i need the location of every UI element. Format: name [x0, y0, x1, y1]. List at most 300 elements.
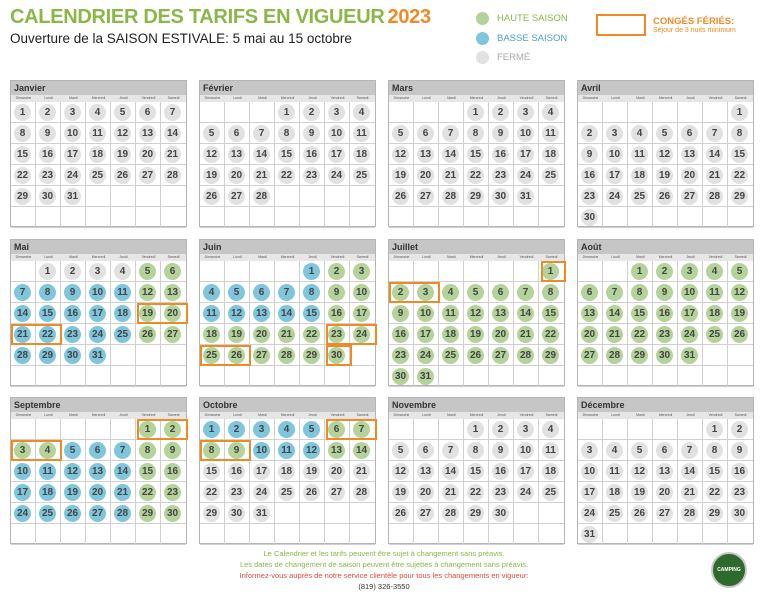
day-cell — [36, 482, 61, 503]
day-cell — [653, 144, 678, 165]
day-low: 7 — [14, 284, 31, 301]
day-closed: 22 — [203, 484, 220, 501]
day-cell — [350, 282, 375, 303]
day-cell — [703, 144, 728, 165]
day-low: 26 — [64, 505, 81, 522]
weekday-label: Jeudi — [497, 413, 506, 417]
weekday-label: Jeudi — [119, 255, 128, 259]
day-cell — [36, 440, 61, 461]
day-closed: 26 — [656, 188, 673, 205]
day-closed: 19 — [631, 484, 648, 501]
day-low: 8 — [303, 284, 320, 301]
day-cell — [653, 165, 678, 186]
weekday-label: Jeudi — [119, 413, 128, 417]
day-low: 17 — [89, 305, 106, 322]
weekday-label: Mercredi — [469, 96, 484, 100]
month-9 — [10, 397, 187, 544]
day-closed: 28 — [164, 167, 181, 184]
day-cell — [439, 345, 464, 366]
legend-high-season — [476, 12, 568, 25]
day-cell — [350, 303, 375, 324]
day-closed: 15 — [467, 146, 484, 163]
day-closed: 21 — [353, 463, 370, 480]
day-cell — [439, 165, 464, 186]
day-cell — [86, 419, 111, 440]
day-cell — [628, 324, 653, 345]
day-cell — [250, 419, 275, 440]
day-closed: 25 — [278, 484, 295, 501]
day-closed: 29 — [203, 505, 220, 522]
day-closed: 31 — [581, 526, 598, 543]
weekday-label: Mercredi — [91, 413, 106, 417]
day-high: 15 — [631, 305, 648, 322]
weekday-label: Vendredi — [330, 255, 345, 259]
day-low: 21 — [14, 326, 31, 343]
day-low: 3 — [253, 421, 270, 438]
day-cell — [464, 102, 489, 123]
day-cell — [514, 282, 539, 303]
day-closed: 16 — [492, 146, 509, 163]
day-cell — [653, 102, 678, 123]
day-cell — [653, 207, 678, 228]
day-closed: 2 — [39, 104, 56, 121]
day-closed: 25 — [542, 167, 559, 184]
day-cell — [225, 482, 250, 503]
day-cell — [703, 440, 728, 461]
day-closed: 10 — [328, 125, 345, 142]
day-cell — [275, 282, 300, 303]
day-cell — [325, 207, 350, 228]
day-cell — [111, 524, 136, 545]
day-low: 12 — [64, 463, 81, 480]
day-cell — [678, 303, 703, 324]
day-cell — [200, 282, 225, 303]
day-high: 23 — [164, 484, 181, 501]
day-closed: 26 — [392, 188, 409, 205]
day-high: 28 — [517, 347, 534, 364]
day-cell — [603, 261, 628, 282]
day-closed: 17 — [517, 463, 534, 480]
day-cell — [653, 186, 678, 207]
month-6 — [199, 239, 376, 386]
day-closed: 20 — [328, 463, 345, 480]
day-closed: 26 — [631, 505, 648, 522]
day-closed: 19 — [303, 463, 320, 480]
day-cell — [703, 524, 728, 545]
day-cell — [678, 482, 703, 503]
day-high: 24 — [353, 326, 370, 343]
day-closed: 17 — [517, 146, 534, 163]
day-cell — [464, 123, 489, 144]
weekday-label: Mercredi — [658, 255, 673, 259]
day-cell — [628, 366, 653, 387]
day-high: 9 — [164, 442, 181, 459]
day-high: 20 — [164, 305, 181, 322]
day-cell — [136, 524, 161, 545]
day-cell — [653, 366, 678, 387]
weekday-label: Mercredi — [91, 96, 106, 100]
weekday-label: Jeudi — [686, 255, 695, 259]
day-high: 26 — [139, 326, 156, 343]
day-cell — [464, 303, 489, 324]
day-cell — [225, 282, 250, 303]
day-cell — [578, 440, 603, 461]
month-name: Décembre — [578, 398, 753, 412]
day-closed: 24 — [517, 167, 534, 184]
day-cell — [578, 503, 603, 524]
day-closed: 16 — [303, 146, 320, 163]
day-cell — [161, 102, 186, 123]
day-high: 30 — [328, 347, 345, 364]
day-cell — [275, 261, 300, 282]
day-cell — [514, 419, 539, 440]
day-cell — [200, 303, 225, 324]
day-high: 27 — [581, 347, 598, 364]
day-cell — [225, 419, 250, 440]
day-low: 11 — [278, 442, 295, 459]
day-high: 7 — [606, 284, 623, 301]
day-cell — [86, 165, 111, 186]
day-cell — [275, 165, 300, 186]
day-cell — [539, 503, 564, 524]
day-cell — [200, 366, 225, 387]
day-closed: 19 — [656, 167, 673, 184]
day-closed: 14 — [253, 146, 270, 163]
day-high: 30 — [392, 368, 409, 385]
weekday-label: Samedi — [167, 413, 180, 417]
day-cell — [275, 503, 300, 524]
day-cell — [464, 503, 489, 524]
day-cell — [578, 102, 603, 123]
day-low: 1 — [303, 263, 320, 280]
day-high: 29 — [631, 347, 648, 364]
day-high: 24 — [681, 326, 698, 343]
day-closed: 29 — [731, 188, 748, 205]
day-closed: 14 — [164, 125, 181, 142]
day-cell — [250, 345, 275, 366]
day-cell — [11, 165, 36, 186]
day-cell — [61, 303, 86, 324]
day-cell — [11, 345, 36, 366]
day-cell — [350, 440, 375, 461]
day-cell — [136, 345, 161, 366]
day-cell — [703, 186, 728, 207]
weekday-label: Dimanche — [582, 255, 599, 259]
day-closed: 15 — [14, 146, 31, 163]
day-cell — [389, 324, 414, 345]
day-cell — [300, 282, 325, 303]
day-high: 2 — [656, 263, 673, 280]
day-cell — [514, 461, 539, 482]
day-cell — [414, 524, 439, 545]
day-cell — [200, 482, 225, 503]
day-closed: 21 — [442, 484, 459, 501]
day-cell — [539, 419, 564, 440]
month-10 — [199, 397, 376, 544]
day-closed: 23 — [492, 167, 509, 184]
day-cell — [250, 186, 275, 207]
day-high: 27 — [253, 347, 270, 364]
day-cell — [389, 207, 414, 228]
day-cell — [514, 482, 539, 503]
day-cell — [628, 123, 653, 144]
day-high: 20 — [492, 326, 509, 343]
day-closed: 8 — [731, 125, 748, 142]
day-closed: 1 — [706, 421, 723, 438]
day-closed: 7 — [442, 442, 459, 459]
day-cell — [703, 366, 728, 387]
month-name: Octobre — [200, 398, 375, 412]
day-high: 25 — [203, 347, 220, 364]
day-closed: 9 — [39, 125, 56, 142]
day-cell — [350, 186, 375, 207]
weekday-label: Vendredi — [519, 96, 534, 100]
footer-phone: (819) 326-3550 — [358, 582, 410, 591]
day-closed: 31 — [517, 188, 534, 205]
day-cell — [578, 186, 603, 207]
month-3 — [388, 80, 565, 227]
day-high: 9 — [228, 442, 245, 459]
day-cell — [603, 144, 628, 165]
day-closed: 28 — [706, 188, 723, 205]
day-cell — [728, 524, 753, 545]
day-cell — [161, 303, 186, 324]
day-cell — [325, 186, 350, 207]
weekday-label: Samedi — [167, 96, 180, 100]
day-cell — [578, 419, 603, 440]
legend-closed-label: FERMÉ — [497, 52, 531, 63]
day-cell — [161, 186, 186, 207]
day-closed: 24 — [328, 167, 345, 184]
day-cell — [653, 282, 678, 303]
day-high: 8 — [631, 284, 648, 301]
weekday-label: Lundi — [233, 413, 242, 417]
day-closed: 19 — [114, 146, 131, 163]
day-closed: 22 — [278, 167, 295, 184]
day-cell — [578, 165, 603, 186]
day-closed: 9 — [303, 125, 320, 142]
day-cell — [350, 102, 375, 123]
day-cell — [464, 186, 489, 207]
day-cell — [11, 123, 36, 144]
day-cell — [539, 303, 564, 324]
day-high: 12 — [467, 305, 484, 322]
day-high: 18 — [203, 326, 220, 343]
day-closed: 22 — [467, 167, 484, 184]
day-closed: 31 — [64, 188, 81, 205]
day-cell — [11, 207, 36, 228]
day-cell — [61, 186, 86, 207]
day-cell — [539, 366, 564, 387]
day-cell — [350, 123, 375, 144]
footer-line-1: Le Calendrier et les tarifs peuvent être sujet à changement sans préavis. — [263, 549, 505, 558]
day-closed: 7 — [706, 125, 723, 142]
day-cell — [514, 144, 539, 165]
day-closed: 28 — [442, 505, 459, 522]
day-high: 13 — [581, 305, 598, 322]
day-cell — [111, 282, 136, 303]
day-cell — [325, 123, 350, 144]
day-cell — [111, 366, 136, 387]
weekday-header — [389, 95, 564, 102]
day-high: 10 — [681, 284, 698, 301]
day-cell — [414, 207, 439, 228]
weekday-label: Mardi — [258, 413, 267, 417]
day-cell — [578, 207, 603, 228]
day-cell — [111, 461, 136, 482]
day-low: 11 — [114, 284, 131, 301]
day-cell — [728, 440, 753, 461]
day-high: 2 — [392, 284, 409, 301]
day-cell — [300, 461, 325, 482]
day-closed: 27 — [417, 505, 434, 522]
weekday-label: Mardi — [636, 96, 645, 100]
month-name: Janvier — [11, 81, 186, 95]
day-closed: 17 — [64, 146, 81, 163]
day-closed: 18 — [89, 146, 106, 163]
day-cell — [11, 144, 36, 165]
day-cell — [275, 440, 300, 461]
day-closed: 6 — [228, 125, 245, 142]
day-cell — [678, 419, 703, 440]
day-cell — [439, 303, 464, 324]
day-low: 15 — [303, 305, 320, 322]
day-high: 25 — [442, 347, 459, 364]
day-closed: 14 — [681, 463, 698, 480]
day-cell — [514, 165, 539, 186]
day-cell — [703, 261, 728, 282]
day-high: 5 — [467, 284, 484, 301]
day-cell — [136, 461, 161, 482]
day-cell — [728, 482, 753, 503]
day-high: 2 — [164, 421, 181, 438]
day-closed: 30 — [39, 188, 56, 205]
day-closed: 24 — [64, 167, 81, 184]
weekday-label: Vendredi — [708, 413, 723, 417]
day-cell — [200, 186, 225, 207]
day-cell — [61, 324, 86, 345]
day-closed: 13 — [228, 146, 245, 163]
day-closed: 30 — [492, 505, 509, 522]
day-cell — [414, 345, 439, 366]
day-high: 17 — [681, 305, 698, 322]
weekday-label: Mercredi — [280, 413, 295, 417]
day-cell — [678, 282, 703, 303]
day-cell — [300, 261, 325, 282]
day-high: 23 — [656, 326, 673, 343]
weekday-label: Lundi — [44, 413, 53, 417]
day-closed: 12 — [203, 146, 220, 163]
day-cell — [728, 102, 753, 123]
day-cell — [161, 366, 186, 387]
day-low: 28 — [114, 505, 131, 522]
day-high: 3 — [681, 263, 698, 280]
day-cell — [300, 207, 325, 228]
day-cell — [161, 324, 186, 345]
day-cell — [514, 186, 539, 207]
day-cell — [464, 282, 489, 303]
day-cell — [678, 144, 703, 165]
day-cell — [703, 123, 728, 144]
day-cell — [350, 207, 375, 228]
day-high: 9 — [328, 284, 345, 301]
day-cell — [275, 303, 300, 324]
day-high: 22 — [139, 484, 156, 501]
day-cell — [653, 440, 678, 461]
day-closed: 27 — [139, 167, 156, 184]
day-cell — [703, 482, 728, 503]
day-cell — [539, 261, 564, 282]
day-cell — [300, 102, 325, 123]
day-cell — [200, 102, 225, 123]
day-cell — [11, 461, 36, 482]
day-cell — [11, 419, 36, 440]
day-cell — [628, 282, 653, 303]
day-cell — [489, 123, 514, 144]
day-cell — [489, 324, 514, 345]
weekday-label: Mercredi — [91, 255, 106, 259]
day-cell — [728, 419, 753, 440]
day-high: 30 — [656, 347, 673, 364]
day-cell — [464, 524, 489, 545]
day-cell — [111, 503, 136, 524]
day-closed: 14 — [442, 463, 459, 480]
day-cell — [603, 503, 628, 524]
day-cell — [728, 186, 753, 207]
day-cell — [489, 303, 514, 324]
month-7 — [388, 239, 565, 386]
day-cell — [161, 261, 186, 282]
day-closed: 10 — [581, 463, 598, 480]
day-closed: 15 — [278, 146, 295, 163]
day-cell — [578, 345, 603, 366]
days-grid — [389, 102, 564, 228]
month-5 — [10, 239, 187, 386]
day-closed: 6 — [139, 104, 156, 121]
day-cell — [414, 461, 439, 482]
day-cell — [489, 461, 514, 482]
day-closed: 14 — [706, 146, 723, 163]
day-cell — [11, 503, 36, 524]
day-cell — [300, 524, 325, 545]
day-cell — [578, 524, 603, 545]
weekday-label: Mardi — [447, 96, 456, 100]
weekday-label: Mardi — [69, 96, 78, 100]
day-high: 29 — [542, 347, 559, 364]
weekday-header — [200, 412, 375, 419]
day-cell — [86, 144, 111, 165]
day-cell — [703, 165, 728, 186]
day-cell — [414, 261, 439, 282]
weekday-label: Jeudi — [119, 96, 128, 100]
day-high: 1 — [542, 263, 559, 280]
day-high: 5 — [139, 263, 156, 280]
day-low: 16 — [64, 305, 81, 322]
day-high: 30 — [164, 505, 181, 522]
footer-line-3: Informez-vous auprès de notre service clientèle pour tous les changements en vigueur: — [239, 571, 529, 580]
weekday-label: Samedi — [545, 255, 558, 259]
weekday-label: Samedi — [545, 96, 558, 100]
day-cell — [464, 461, 489, 482]
day-cell — [275, 345, 300, 366]
day-high: 4 — [39, 442, 56, 459]
day-cell — [628, 303, 653, 324]
day-closed: 27 — [417, 188, 434, 205]
day-cell — [653, 123, 678, 144]
day-cell — [350, 503, 375, 524]
high-season-swatch — [476, 12, 489, 25]
day-cell — [111, 440, 136, 461]
